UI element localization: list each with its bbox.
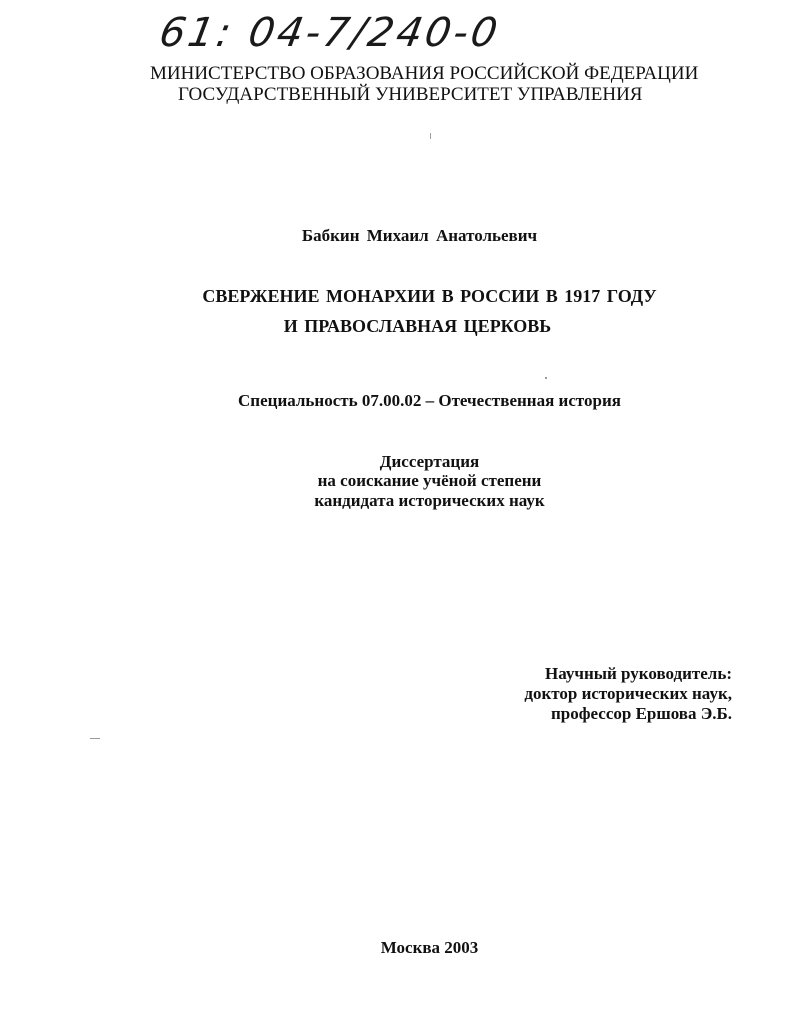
degree-purpose-line: на соискание учёной степени xyxy=(317,471,542,490)
dissertation-title-line-2: И ПРАВОСЛАВНАЯ ЦЕРКОВЬ xyxy=(283,316,552,336)
scan-speck xyxy=(90,738,100,739)
archive-code-handwritten: 61: 04-7/240-0 xyxy=(155,10,504,56)
author-name: Бабкин Михаил Анатольевич xyxy=(301,226,538,245)
dissertation-label: Диссертация xyxy=(379,452,480,471)
supervisor-label: Научный руководитель: xyxy=(545,664,732,683)
specialty-line: Специальность 07.00.02 – Отечественная история xyxy=(238,391,621,410)
degree-name-line: кандидата исторических наук xyxy=(314,491,545,510)
city-year: Москва 2003 xyxy=(380,938,479,957)
dissertation-title-line-1: СВЕРЖЕНИЕ МОНАРХИИ В РОССИИ В 1917 ГОДУ xyxy=(202,286,657,306)
scan-speck xyxy=(545,377,547,379)
supervisor-name: профессор Ершова Э.Б. xyxy=(551,704,732,723)
university-heading: ГОСУДАРСТВЕННЫЙ УНИВЕРСИТЕТ УПРАВЛЕНИЯ xyxy=(178,84,643,105)
ministry-heading: МИНИСТЕРСТВО ОБРАЗОВАНИЯ РОССИЙСКОЙ ФЕДЕРАЦИИ xyxy=(150,63,699,84)
supervisor-degree: доктор исторических наук, xyxy=(524,684,732,703)
scan-speck xyxy=(430,133,431,139)
